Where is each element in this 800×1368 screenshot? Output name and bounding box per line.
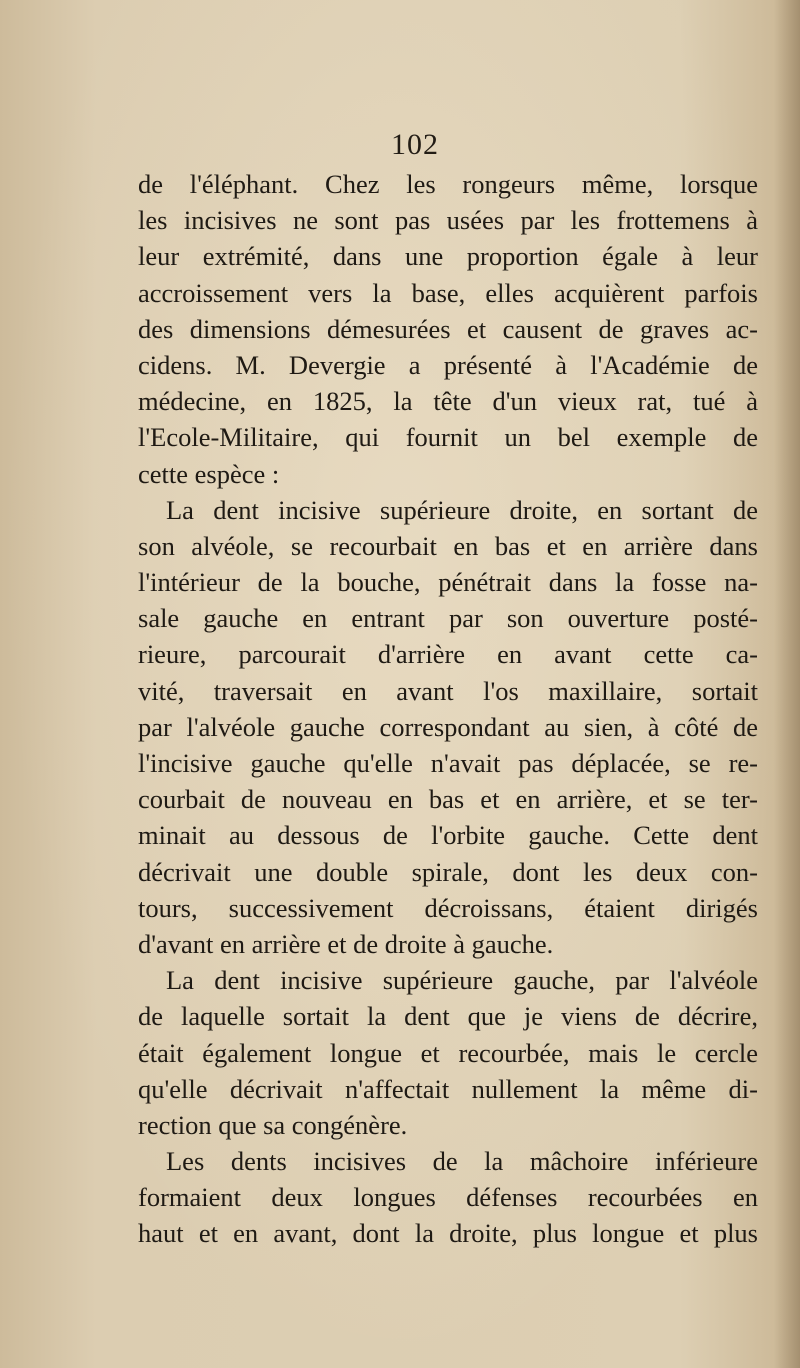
text-line: La dent incisive supérieure gauche, par l'alvéole [166, 965, 758, 996]
text-line: de l'éléphant. Chez les rongeurs même, lorsque [138, 169, 758, 199]
text-line: médecine, en 1825, la tête d'un vieux rat, tué à [138, 386, 758, 417]
text-line: décrivait une double spirale, dont les deux con- [138, 856, 758, 887]
text-line: vité, traversait en avant l'os maxillaire, sortait [138, 675, 758, 706]
text-line: l'incisive gauche qu'elle n'avait pas déplacée, se re- [138, 748, 758, 778]
text-line: leur extrémité, dans une proportion égale à leur [138, 241, 758, 272]
text-line: des dimensions démesurées et causent de graves ac- [138, 313, 758, 344]
text-line: était également longue et recourbée, mais le cercle [138, 1037, 758, 1068]
text-line: cidens. M. Devergie a présenté à l'Académie de [138, 349, 758, 380]
text-line: de laquelle sortait la dent que je viens de décrire, [138, 1001, 758, 1032]
text-line: rection que sa congénère. [138, 1109, 408, 1140]
text-line: La dent incisive supérieure droite, en sortant de [166, 494, 758, 525]
text-line: rieure, parcourait d'arrière en avant cette ca- [138, 639, 758, 670]
text-line: tours, successivement décroissans, étaient dirigés [138, 892, 758, 923]
page-edge-shadow [774, 0, 800, 1368]
text-line: les incisives ne sont pas usées par les frottemens à [138, 205, 758, 236]
text-line: par l'alvéole gauche correspondant au sien, à côté de [138, 711, 758, 742]
text-line: Les dents incisives de la mâchoire inférieure [166, 1146, 758, 1177]
text-line: minait au dessous de l'orbite gauche. Cette dent [138, 820, 758, 851]
text-line: courbait de nouveau en bas et en arrière, et se ter- [138, 784, 758, 815]
page-number: 102 [391, 128, 439, 161]
text-line: sale gauche en entrant par son ouverture posté- [138, 603, 758, 634]
text-line: haut et en avant, dont la droite, plus longue et plus [138, 1218, 758, 1249]
text-line: qu'elle décrivait n'affectait nullement la même di- [138, 1073, 758, 1104]
body-text [138, 166, 758, 1252]
text-line: son alvéole, se recourbait en bas et en arrière dans [138, 530, 758, 561]
text-line: accroissement vers la base, elles acquièrent parfois [138, 277, 758, 308]
text-line: d'avant en arrière et de droite à gauche. [138, 928, 554, 959]
text-line: l'Ecole-Militaire, qui fournit un bel exemple de [138, 422, 758, 453]
text-line: l'intérieur de la bouche, pénétrait dans la fosse na- [138, 567, 758, 598]
text-line: cette espèce : [138, 458, 280, 489]
text-line: formaient deux longues défenses recourbées en [138, 1182, 758, 1213]
